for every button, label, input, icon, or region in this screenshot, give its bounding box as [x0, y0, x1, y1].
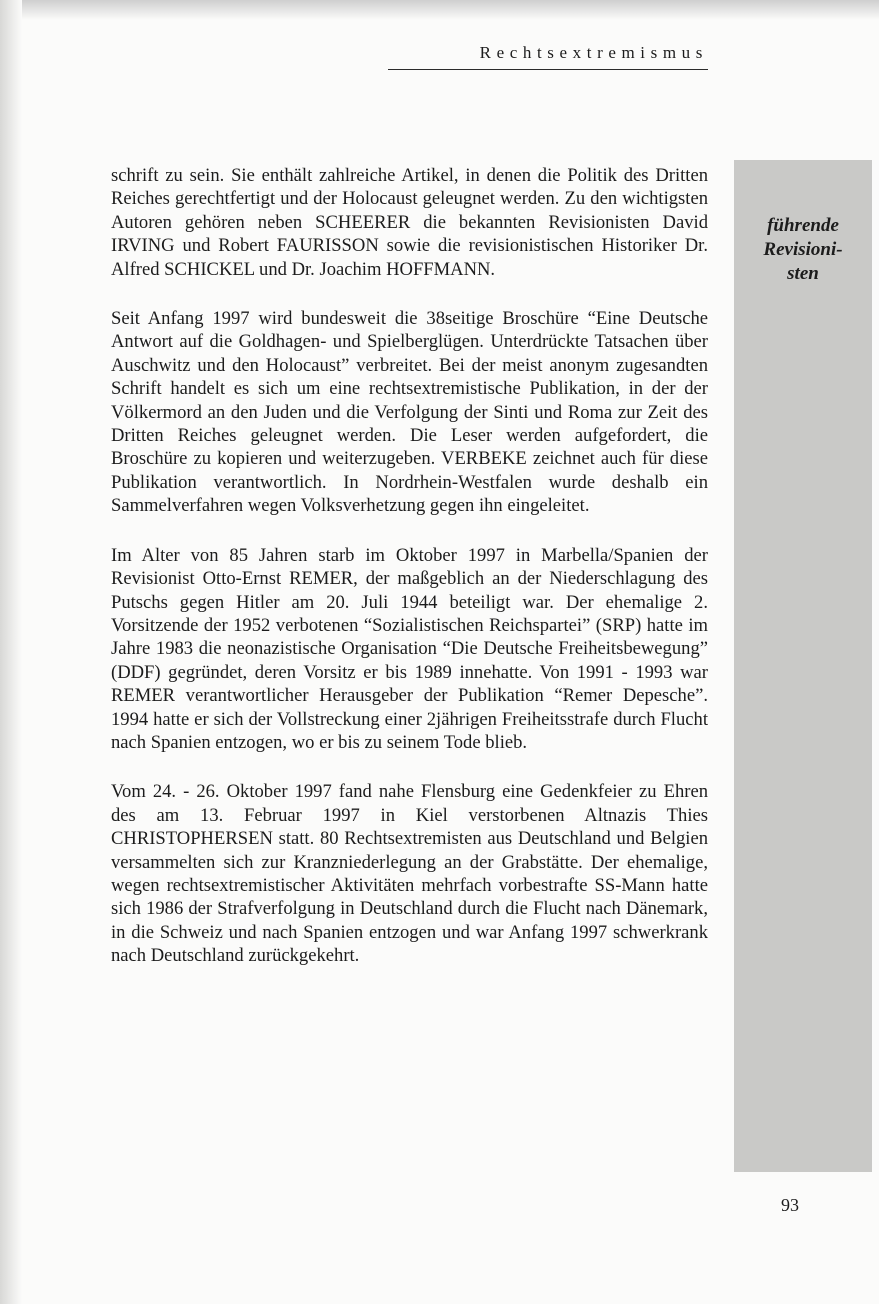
page-number: 93	[781, 1195, 799, 1215]
margin-note-line: Revisioni-	[763, 239, 843, 260]
paragraph: Im Alter von 85 Jahren starb im Oktober 1997 in Marbella/Spanien der Revisionist Otto-Ernst REMER, der maßgeblich an der Niederschlagung des Putschs gegen Hitler am 20. Juli 1944 beteiligt war. Der ehemalige 2. Vorsitzende der 1952 verbotenen “Sozialistischen Reichspartei” (SRP) hatte im Jahre 1983 die neonazistische Organisation “Die Deutsche Freiheitsbewegung” (DDF) gegründet, deren Vorsitz er bis 1989 innehatte. Von 1991 - 1993 war REMER verantwortlicher Herausgeber der Publikation “Remer Depesche”. 1994 hatte er sich der Vollstreckung einer 2jährigen Freiheitsstrafe durch Flucht nach Spanien entzogen, wo er bis zu seinem Tode blieb.	[111, 544, 708, 753]
margin-note	[736, 214, 870, 286]
scan-top-shadow	[0, 0, 879, 20]
paragraph: Seit Anfang 1997 wird bundesweit die 38seitige Broschüre “Eine Deutsche Antwort auf die Goldhagen- und Spielberglügen. Unterdrückte Tatsachen über Auschwitz und den Holocaust” verbreitet. Bei der meist anonym zugesandten Schrift handelt es sich um eine rechtsextremistische Publikation, in der der Völkermord an den Juden und die Verfolgung der Sinti und Roma zur Zeit des Dritten Reiches geleugnet werden. Die Leser werden aufgefordert, die Broschüre zu kopieren und weiterzugeben. VERBEKE zeichnet auch für diese Publikation verantwortlich. In Nordrhein-Westfalen wurde deshalb ein Sammelverfahren wegen Volksverhetzung gegen ihn eingeleitet.	[111, 308, 708, 517]
margin-note-line: sten	[787, 263, 819, 284]
margin-column	[734, 160, 872, 1172]
body-text	[111, 164, 708, 994]
running-header: Rechtsextremismus	[388, 43, 708, 70]
paragraph: Vom 24. - 26. Oktober 1997 fand nahe Flensburg eine Gedenkfeier zu Ehren des am 13. Februar 1997 in Kiel verstorbenen Altnazis Thies CHRISTOPHERSEN statt. 80 Rechtsextremisten aus Deutschland und Belgien versammelten sich zur Kranzniederlegung an der Grabstätte. Der ehemalige, wegen rechtsextremistischer Aktivitäten mehrfach vorbestrafte SS-Mann hatte sich 1986 der Strafverfolgung in Deutschland durch die Flucht nach Dänemark, in die Schweiz und nach Spanien entzogen und war Anfang 1997 schwerkrank nach Deutschland zurückgekehrt.	[111, 781, 708, 967]
margin-note-line: führende	[767, 215, 839, 236]
scan-left-shadow	[0, 0, 22, 1304]
paragraph: schrift zu sein. Sie enthält zahlreiche Artikel, in denen die Politik des Dritten Reiches gerechtfertigt und der Holocaust geleugnet werden. Zu den wichtigsten Autoren gehören neben SCHEERER die bekannten Revisionisten David IRVING und Robert FAURISSON sowie die revisionistischen Historiker Dr. Alfred SCHICKEL und Dr. Joachim HOFFMANN.	[111, 165, 708, 280]
